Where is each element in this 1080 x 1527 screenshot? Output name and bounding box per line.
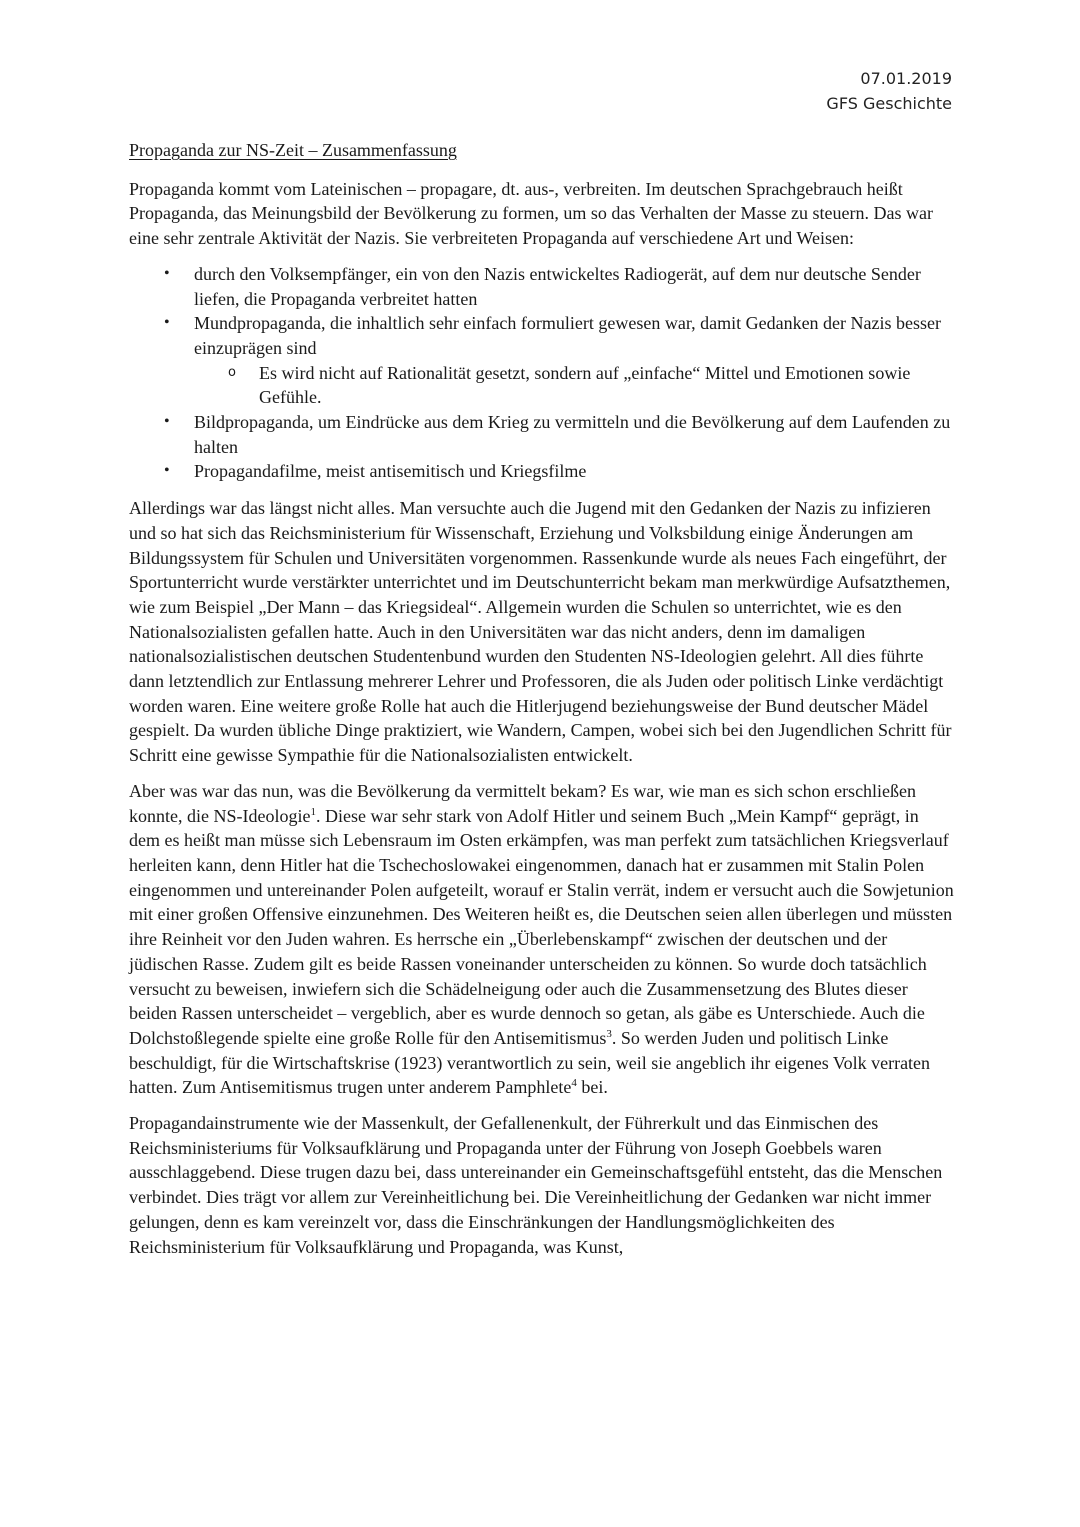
sub-list-item xyxy=(194,361,954,410)
paragraph-ideology-part4: bei. xyxy=(576,1077,608,1098)
document-title: Propaganda zur NS-Zeit – Zusammenfassung xyxy=(129,140,457,160)
list-item-text: Mundpropaganda, die inhaltlich sehr einfach formuliert gewesen war, damit Gedanken der Nazis besser einzuprägen sind xyxy=(194,313,942,358)
paragraph-ideology xyxy=(129,779,954,1100)
sub-list xyxy=(194,361,954,410)
header-date: 07.01.2019 xyxy=(860,69,952,88)
list-item-mundpropaganda xyxy=(129,311,954,410)
paragraph-education: Allerdings war das längst nicht alles. Man versuchte auch die Jugend mit den Gedanken der Nazis zu infizieren und so hat sich das Reichsministerium für Wissenschaft, Erziehung und Volksbildung einige Änderungen am Bildungssystem für Schulen und Universitäten vorgenommen. Rassenkunde wurde als neues Fach eingeführt, der Sportunterricht wurde verstärkter unterrichtet und im Deutschunterricht bekam man merkwürdige Aufsatzthemen, wie zum Beispiel „Der Mann – das Kriegsideal“. Allgemein wurden die Schulen so unterrichtet, wie es den Nationalsozialisten gefallen hatte. Auch in den Universitäten war das nicht anders, denn im damaligen nationalsozialistischen deutschen Studentenbund wurden den Studenten NS-Ideologien gelehrt. All dies führte dann letztendlich zur Entlassung mehrerer Lehrer und Professoren, die als Juden oder politisch Linke verdächtigt worden waren. Eine weitere große Rolle hat auch die Hitlerjugend beziehungsweise der Bund deutscher Mädel gespielt. Da wurden übliche Dinge praktiziert, wie Wandern, Campen, wobei sich bei den Jugendlichen Schritt für Schritt eine gewisse Sympathie für die Nationalsozialisten entwickelt. xyxy=(129,498,952,766)
paragraph-instruments: Propagandainstrumente wie der Massenkult, der Gefallenenkult, der Führerkult und das Einmischen des Reichsministeriums für Volksaufklärung und Propaganda unter der Führung von Joseph Goebbels waren ausschlaggebend. Diese trugen dazu bei, dass untereinander ein Gemeinschaftsgefühl entsteht, das die Menschen verbindet. Dies trägt vor allem zur Vereinheitlichung bei. Die Vereinheitlichung der Gedanken war nicht immer gelungen, denn es kam vereinzelt vor, dass die Einschränkungen der Handlungsmöglichkeiten des Reichsministerium für Volksaufklärung und Propaganda, was Kunst, xyxy=(129,1113,943,1257)
paragraph-ideology-part1: Aber was war das nun, was die Bevölkerung da vermittelt bekam? Es war, wie man es sich schon erschließen konnte, die NS-Ideologie xyxy=(129,780,917,826)
document-body xyxy=(129,138,954,1270)
header-subject: GFS Geschichte xyxy=(826,94,952,113)
sub-list-item-text: Es wird nicht auf Rationalität gesetzt, sondern auf „einfache“ Mittel und Emotionen sowie Gefühle. xyxy=(259,362,911,408)
list-item-text: Bildpropaganda, um Eindrücke aus dem Krieg zu vermitteln und die Bevölkerung auf dem Laufenden zu halten xyxy=(194,412,951,457)
footnote-marker-1: 1 xyxy=(310,805,316,818)
list-item-text: Propagandafilme, meist antisemitisch und Kriegsfilme xyxy=(194,461,587,482)
paragraph-ideology-part2: . Diese war sehr stark von Adolf Hitler und seinem Buch „Mein Kampf“ geprägt, in dem es heißt man müsse sich Lebensraum im Osten erkämpfen, was man perfekt zum tatsächlichen Kriegsverlauf herleiten kann, denn Hitler hat die Tschechoslowakei eingenommen, danach hat er zusammen mit Stalin Polen eingenommen und untereinander Polen aufgeteilt, worauf er Stalin verrät, indem er versucht auch die Sowjetunion mit einer großen Offensive einzunehmen. Des Weiteren heißt es, die Deutschen seien allen überlegen und müssten ihre Reinheit vor den Juden wahren. Es herrsche ein „Überlebenskampf“ zwischen der deutschen und der jüdischen Rasse. Zudem gilt es beide Rassen voneinander unterscheiden zu können. So wurde doch tatsächlich versucht zu beweisen, inwiefern sich die Schädelneigung oder auch die Zusammensetzung des Blutes dieser beiden Rassen unterscheidet – vergeblich, aber es wurde dennoch so getan, als gäbe es Unterschiede. Auch die Dolchstoßlegende spielte eine große Rolle für den Antisemitismus xyxy=(129,805,954,1048)
list-item-volksempfaenger xyxy=(129,262,954,311)
footnote-marker-3: 3 xyxy=(606,1027,612,1040)
propaganda-methods-list xyxy=(129,262,954,484)
list-item-text: durch den Volksempfänger, ein von den Nazis entwickeltes Radiogerät, auf dem nur deutsche Sender liefen, die Propaganda verbreitet hatten xyxy=(194,263,921,309)
paragraph-ideology-part3: . So werden Juden und politisch Linke beschuldigt, für die Wirtschaftskrise (1923) verantwortlich zu sein, weil sie angeblich ihr eigenes Volk verraten hatten. Zum Antisemitismus trugen unter anderem Pamphlete xyxy=(129,1027,931,1098)
list-item-bildpropaganda xyxy=(129,410,954,459)
page-header xyxy=(826,66,952,116)
footnote-marker-4: 4 xyxy=(571,1077,577,1090)
list-item-propagandafilme xyxy=(129,459,954,484)
intro-paragraph: Propaganda kommt vom Lateinischen – propagare, dt. aus-, verbreiten. Im deutschen Sprachgebrauch heißt Propaganda, das Meinungsbild der Bevölkerung zu formen, um so das Verhalten der Masse zu steuern. Das war eine sehr zentrale Aktivität der Nazis. Sie verbreiteten Propaganda auf verschiedene Art und Weisen: xyxy=(129,178,933,249)
